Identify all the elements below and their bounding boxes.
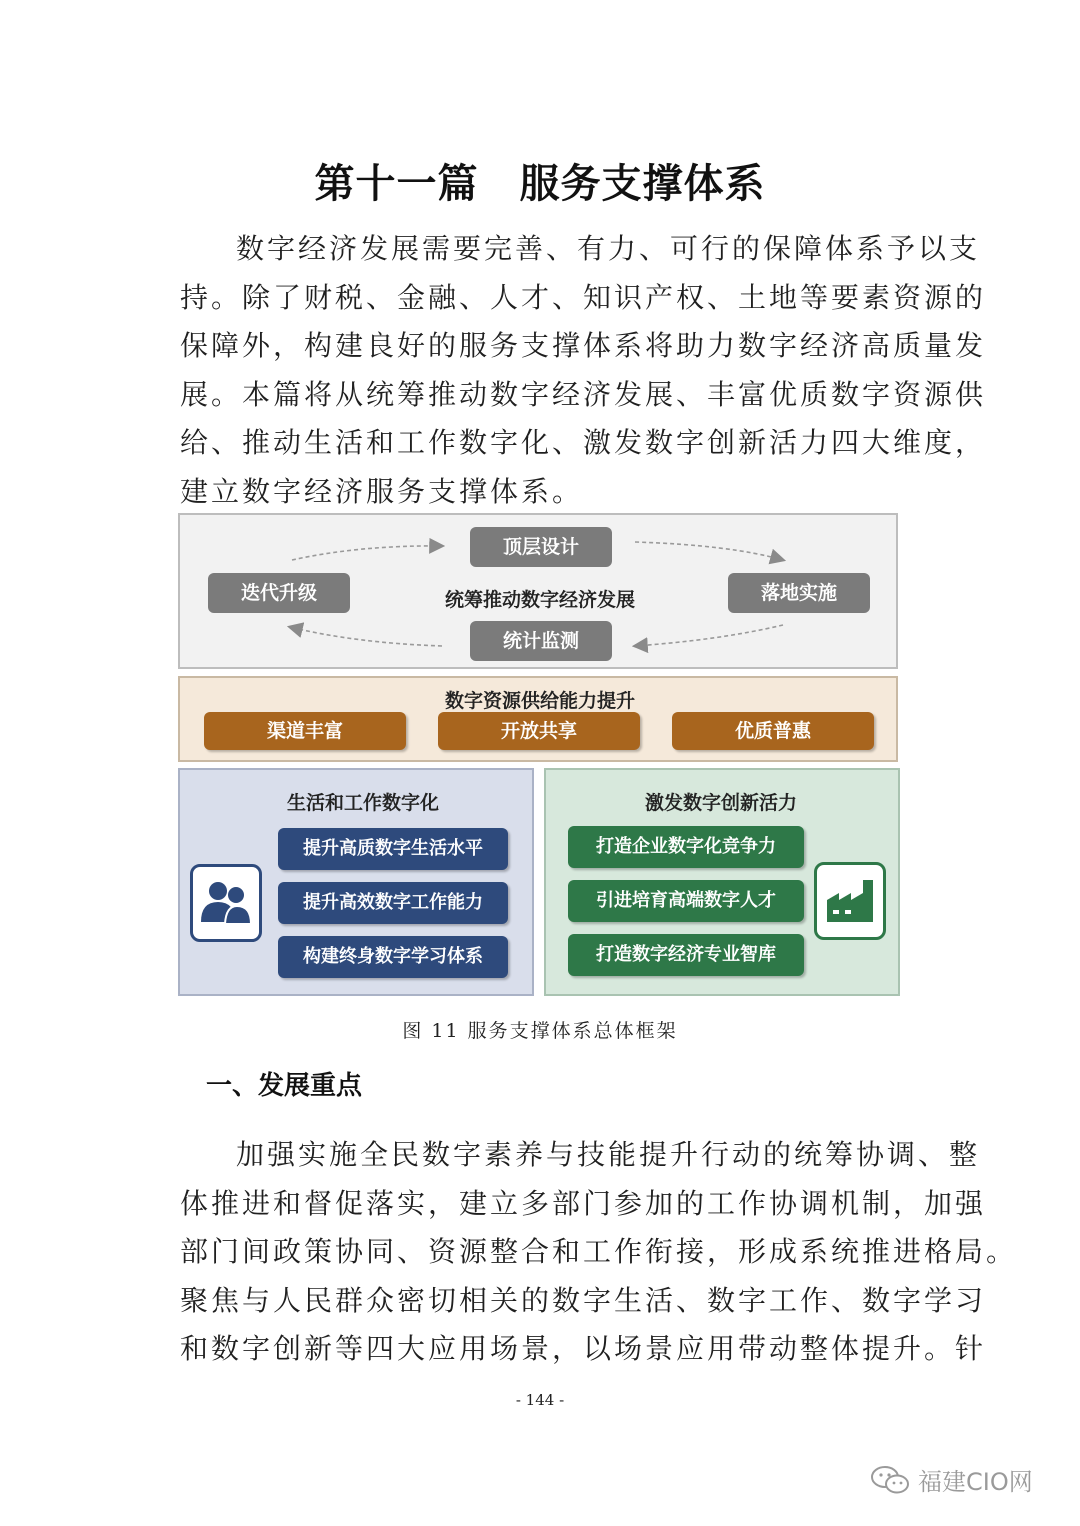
intro-paragraph bbox=[180, 225, 987, 516]
innovation-item: 引进培育高端数字人才 bbox=[568, 880, 804, 922]
body-paragraph bbox=[180, 1131, 1018, 1374]
supply-item: 开放共享 bbox=[438, 712, 640, 750]
intro-line: 建立数字经济服务支撑体系。 bbox=[180, 474, 584, 508]
intro-line: 展。本篇将从统筹推动数字经济发展、丰富优质数字资源供 bbox=[180, 377, 987, 411]
monitoring-pill: 统计监测 bbox=[470, 621, 612, 661]
innovation-box bbox=[544, 768, 900, 996]
innovation-title: 激发数字创新活力 bbox=[644, 792, 797, 814]
supply-box bbox=[178, 676, 898, 762]
coordination-box bbox=[178, 513, 898, 669]
supply-item: 优质普惠 bbox=[672, 712, 874, 750]
framework-diagram bbox=[178, 513, 902, 999]
people-icon bbox=[190, 864, 262, 942]
cycle-center-label: 统筹推动数字经济发展 bbox=[444, 589, 635, 611]
iteration-pill: 迭代升级 bbox=[208, 573, 350, 613]
section-heading: 一、发展重点 bbox=[206, 1071, 363, 1101]
life-work-box bbox=[178, 768, 534, 996]
intro-line: 数字经济发展需要完善、有力、可行的保障体系予以支 bbox=[236, 232, 981, 265]
body-line: 部门间政策协同、资源整合和工作衔接，形成系统推进格局。 bbox=[180, 1235, 1018, 1268]
wechat-icon bbox=[870, 1464, 910, 1496]
watermark bbox=[870, 1462, 1033, 1497]
innovation-item: 打造数字经济专业智库 bbox=[568, 934, 804, 976]
body-line: 体推进和督促落实，建立多部门参加的工作协调机制，加强 bbox=[180, 1186, 987, 1220]
life-work-item: 构建终身数字学习体系 bbox=[278, 936, 508, 978]
life-work-title: 生活和工作数字化 bbox=[286, 792, 439, 814]
life-work-item: 提升高质数字生活水平 bbox=[278, 828, 508, 870]
top-design-pill: 顶层设计 bbox=[470, 527, 612, 567]
watermark-text: 福建CIO网 bbox=[918, 1468, 1033, 1496]
intro-line: 持。除了财税、金融、人才、知识产权、土地等要素资源的 bbox=[180, 280, 987, 314]
body-line: 加强实施全民数字素养与技能提升行动的统筹协调、整 bbox=[236, 1138, 981, 1171]
intro-line: 保障外，构建良好的服务支撑体系将助力数字经济高质量发 bbox=[180, 329, 987, 362]
page-number: - 144 - bbox=[515, 1391, 565, 1409]
page-title: 第十一篇 服务支撑体系 bbox=[314, 161, 766, 207]
factory-icon bbox=[814, 862, 886, 940]
supply-title: 数字资源供给能力提升 bbox=[444, 690, 635, 712]
intro-line: 给、推动生活和工作数字化、激发数字创新活力四大维度， bbox=[180, 426, 987, 459]
body-line: 聚焦与人民群众密切相关的数字生活、数字工作、数字学习 bbox=[180, 1283, 987, 1317]
supply-item: 渠道丰富 bbox=[204, 712, 406, 750]
body-line: 和数字创新等四大应用场景，以场景应用带动整体提升。针 bbox=[180, 1332, 987, 1365]
figure-caption: 图 11 服务支撑体系总体框架 bbox=[402, 1020, 678, 1042]
implementation-pill: 落地实施 bbox=[728, 573, 870, 613]
life-work-item: 提升高效数字工作能力 bbox=[278, 882, 508, 924]
innovation-item: 打造企业数字化竞争力 bbox=[568, 826, 804, 868]
